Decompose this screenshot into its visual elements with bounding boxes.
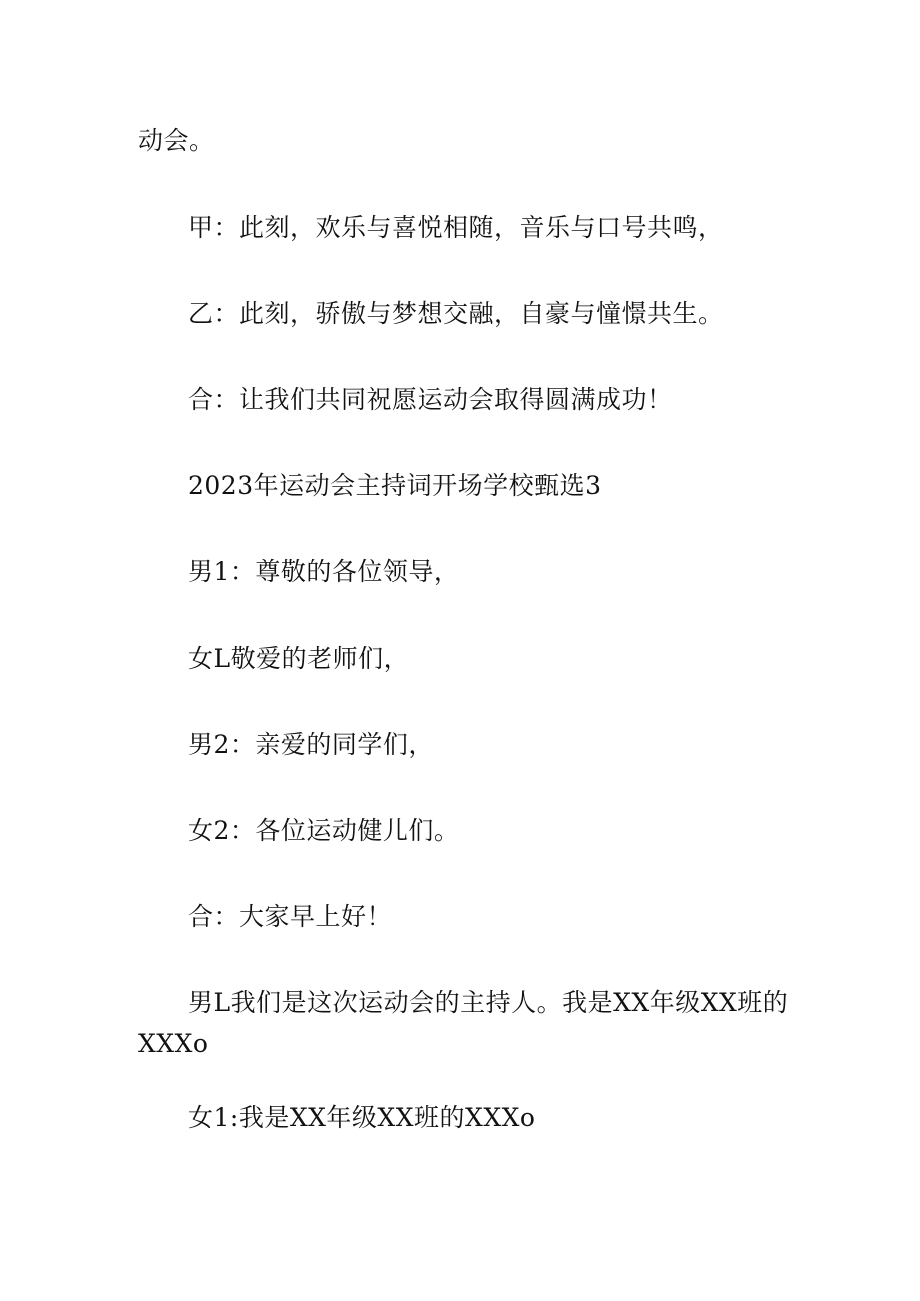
paragraph-nv2-line: 女2：各位运动健儿们。 xyxy=(188,816,460,845)
paragraph-nan1-line: 男1：尊敬的各位领导， xyxy=(188,557,460,586)
paragraph-continuation: 动会。 xyxy=(138,126,215,155)
paragraph-yi-line: 乙：此刻，骄傲与梦想交融，自豪与憧憬共生。 xyxy=(188,299,724,328)
paragraph-he-line: 合：让我们共同祝愿运动会取得圆满成功！ xyxy=(188,385,673,414)
section-heading: 2023年运动会主持词开场学校甄选3 xyxy=(188,471,602,500)
paragraph-nv1-line: 女L敬爱的老师们， xyxy=(188,644,410,673)
paragraph-nan2-line: 男2：亲爱的同学们， xyxy=(188,730,434,759)
paragraph-jia-line: 甲：此刻，欢乐与喜悦相随，音乐与口号共鸣， xyxy=(188,213,724,242)
paragraph-he-greeting: 合：大家早上好！ xyxy=(188,902,393,931)
paragraph-nan-intro: 男L我们是这次运动会的主持人。我是XX年级XX班的 xyxy=(188,988,789,1017)
paragraph-nv-intro: 女1:我是XX年级XX班的XXXo xyxy=(188,1103,536,1132)
paragraph-nan-intro-wrap: XXXo xyxy=(138,1029,209,1058)
